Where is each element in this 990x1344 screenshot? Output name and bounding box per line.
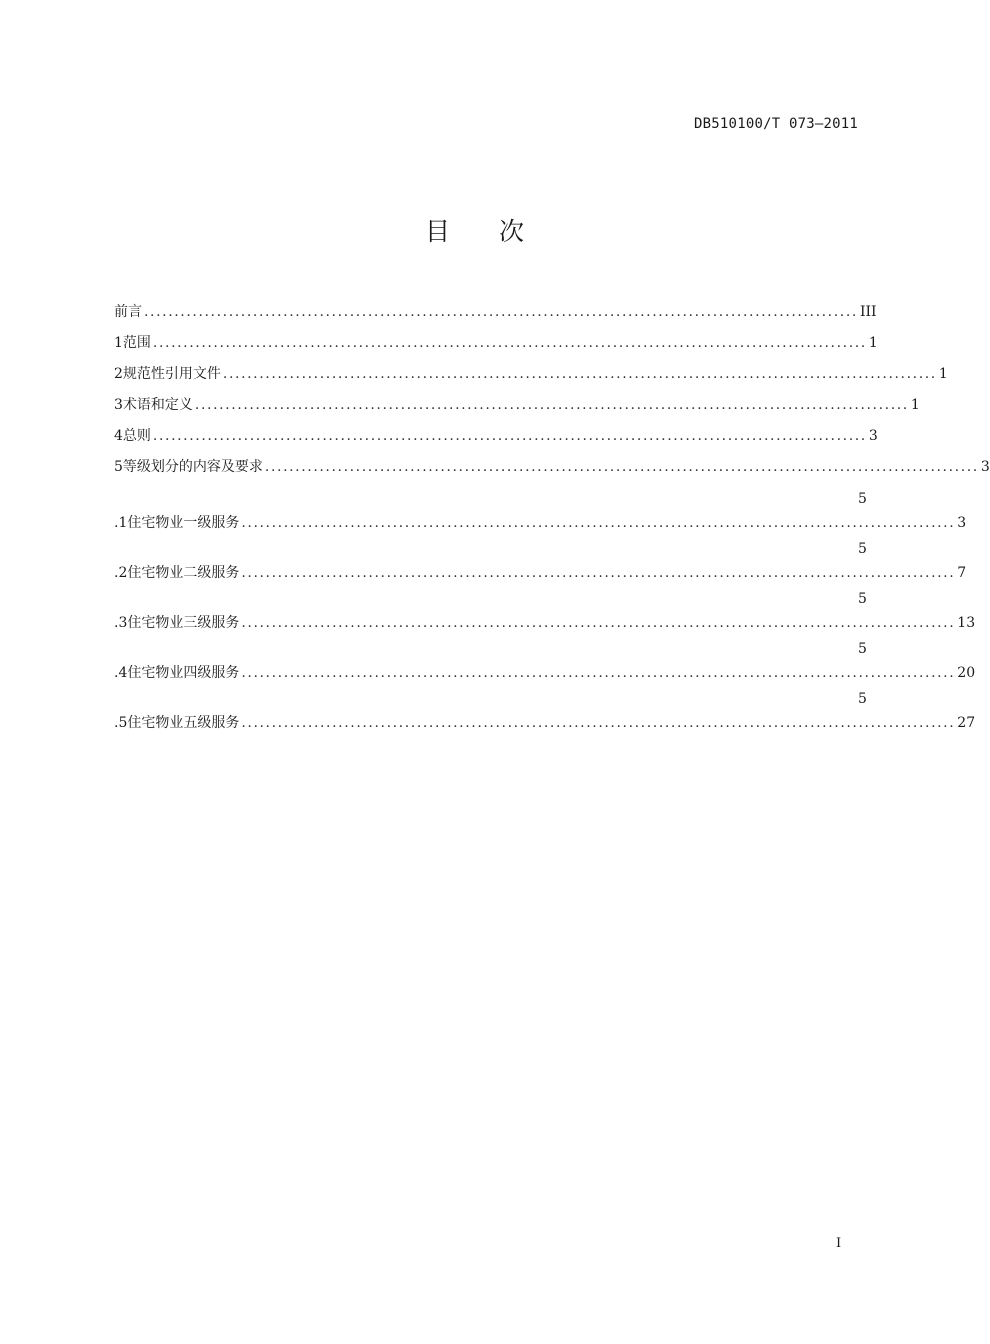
toc-leader: ...................................................................................................................... [194, 397, 909, 413]
toc-entry-page: 1 [910, 397, 920, 413]
toc-leader: ...................................................................................................................... [152, 428, 867, 444]
toc-entry-number: 2 [114, 366, 123, 382]
toc-entry-page: 3 [980, 459, 990, 475]
toc-subentry[interactable] [114, 513, 967, 533]
toc-title [0, 212, 950, 248]
footer-page-number: I [836, 1236, 842, 1251]
toc-entry-number: 5 [114, 459, 123, 475]
toc-leader: ...................................................................................................................... [241, 665, 956, 681]
toc-subentry-label: 住宅物业三级服务 [127, 615, 240, 631]
toc-leader: ...................................................................................................................... [241, 715, 956, 731]
toc-leader: ...................................................................................................................... [241, 565, 956, 581]
toc-entry[interactable] [114, 333, 878, 353]
toc-subentry[interactable] [114, 713, 976, 733]
toc-subentry-wrapped-number: 5 [858, 541, 867, 557]
toc-entry-label: 术语和定义 [122, 397, 193, 413]
toc-subentry-label: 住宅物业一级服务 [127, 515, 240, 531]
toc-entry[interactable] [114, 426, 878, 446]
toc-entry[interactable] [114, 395, 920, 415]
toc-subentry-wrapped-number: 5 [858, 491, 867, 507]
toc-subentry-number: .4 [114, 665, 128, 681]
toc-entry-label: 总则 [122, 428, 151, 444]
toc-entry-page: 3 [868, 428, 878, 444]
toc-entry-page: III [859, 304, 877, 320]
toc-leader: ...................................................................................................................... [144, 304, 858, 320]
toc-subentry-page: 3 [957, 515, 967, 531]
toc-entry-number: 4 [114, 428, 123, 444]
toc-entry[interactable] [114, 364, 948, 384]
toc-leader: ...................................................................................................................... [241, 515, 956, 531]
toc-subentry-label: 住宅物业五级服务 [127, 715, 240, 731]
toc-entry-page: 1 [938, 366, 948, 382]
toc-subentry-label: 住宅物业二级服务 [127, 565, 240, 581]
toc-entry-number: 1 [114, 335, 123, 351]
toc-subentry-number: .2 [114, 565, 128, 581]
toc-subentry-page: 7 [957, 565, 967, 581]
toc-entry-label: 规范性引用文件 [122, 366, 221, 382]
document-code: DB510100/T 073—2011 [694, 116, 858, 132]
toc-entry-label: 前言 [114, 304, 142, 320]
toc-entry-label: 范围 [122, 335, 151, 351]
toc-leader: ...................................................................................................................... [241, 615, 956, 631]
toc-subentry-wrapped-number: 5 [858, 591, 867, 607]
toc-leader: ...................................................................................................................... [222, 366, 937, 382]
toc-subentry-page: 27 [957, 715, 976, 731]
toc-leader: ...................................................................................................................... [264, 459, 979, 475]
toc-subentry-wrapped-number: 5 [858, 691, 867, 707]
toc-subentry[interactable] [114, 563, 967, 583]
toc-subentry-page: 13 [957, 615, 976, 631]
toc-entry[interactable] [114, 302, 877, 322]
toc-subentry-wrapped-number: 5 [858, 641, 867, 657]
toc-subentry-page: 20 [957, 665, 976, 681]
toc-subentry-number: .3 [114, 615, 128, 631]
toc-entry-label: 等级划分的内容及要求 [122, 459, 263, 475]
toc-subentry[interactable] [114, 613, 976, 633]
toc-subentry-number: .1 [114, 515, 128, 531]
toc-title-left: 目 [424, 217, 451, 246]
toc-entry-page: 1 [868, 335, 878, 351]
toc-subentry-number: .5 [114, 715, 128, 731]
toc-subentry[interactable] [114, 663, 976, 683]
toc-leader: ...................................................................................................................... [152, 335, 867, 351]
toc-entry[interactable] [114, 457, 990, 477]
toc-entry-number: 3 [114, 397, 123, 413]
toc-title-right: 次 [499, 217, 526, 246]
toc-subentry-label: 住宅物业四级服务 [127, 665, 240, 681]
